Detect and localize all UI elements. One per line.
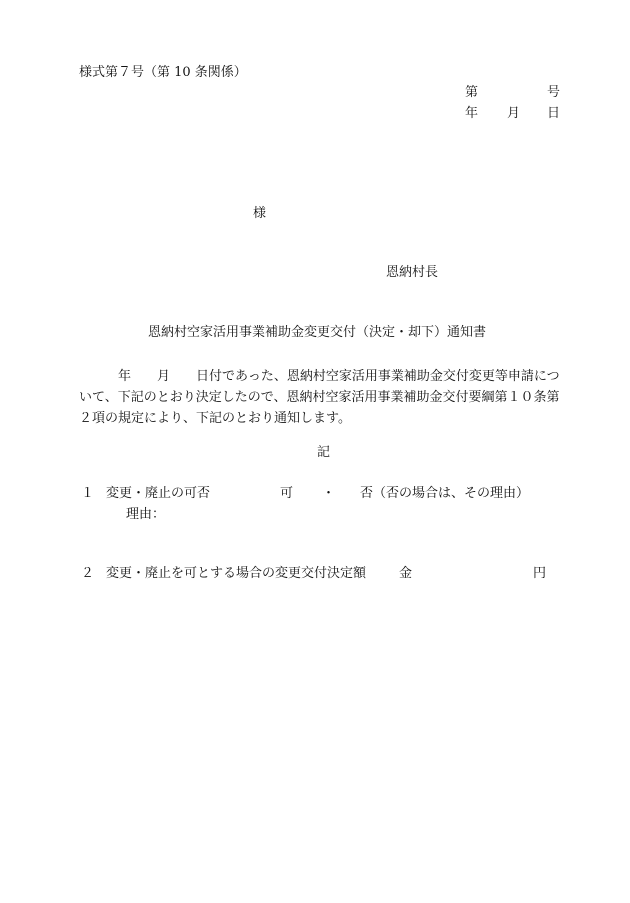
item1-option-reject: 否（否の場合は、その理由） (360, 486, 530, 501)
item1-reason-label: 理由： (126, 507, 166, 522)
document-number-prefix: 第 (465, 85, 479, 100)
item2-amount-suffix: 円 (533, 566, 547, 581)
date-year: 年 (465, 106, 479, 121)
item1-label: 変更・廃止の可否 (106, 486, 211, 501)
body-line: ２項の規定により、下記のとおり通知します。 (79, 411, 351, 426)
addressee-honorific: 様 (253, 206, 267, 221)
notation-ki: 記 (317, 445, 331, 460)
document-title: 恩納村空家活用事業補助金変更交付（決定・却下）通知書 (148, 325, 487, 340)
item1-separator: ・ (322, 486, 336, 501)
document-number-suffix: 号 (547, 85, 561, 100)
date-day: 日 (547, 106, 561, 121)
item1-number: １ (81, 486, 95, 501)
issuer-name: 恩納村長 (386, 265, 439, 280)
form-number: 様式第７号（第 10 条関係） (79, 65, 247, 80)
body-line: 年 月 日付であった、恩納村空家活用事業補助金交付変更等申請につ (79, 369, 560, 384)
item2-amount-prefix: 金 (399, 566, 413, 581)
date-month: 月 (507, 106, 521, 121)
body-line: いて、下記のとおり決定したので、恩納村空家活用事業補助金交付要綱第１０条第 (79, 390, 560, 405)
item1-option-approve: 可 (280, 486, 294, 501)
item2-number: ２ (81, 566, 95, 581)
item2-label: 変更・廃止を可とする場合の変更交付決定額 (106, 566, 367, 581)
body-paragraph (79, 366, 560, 429)
